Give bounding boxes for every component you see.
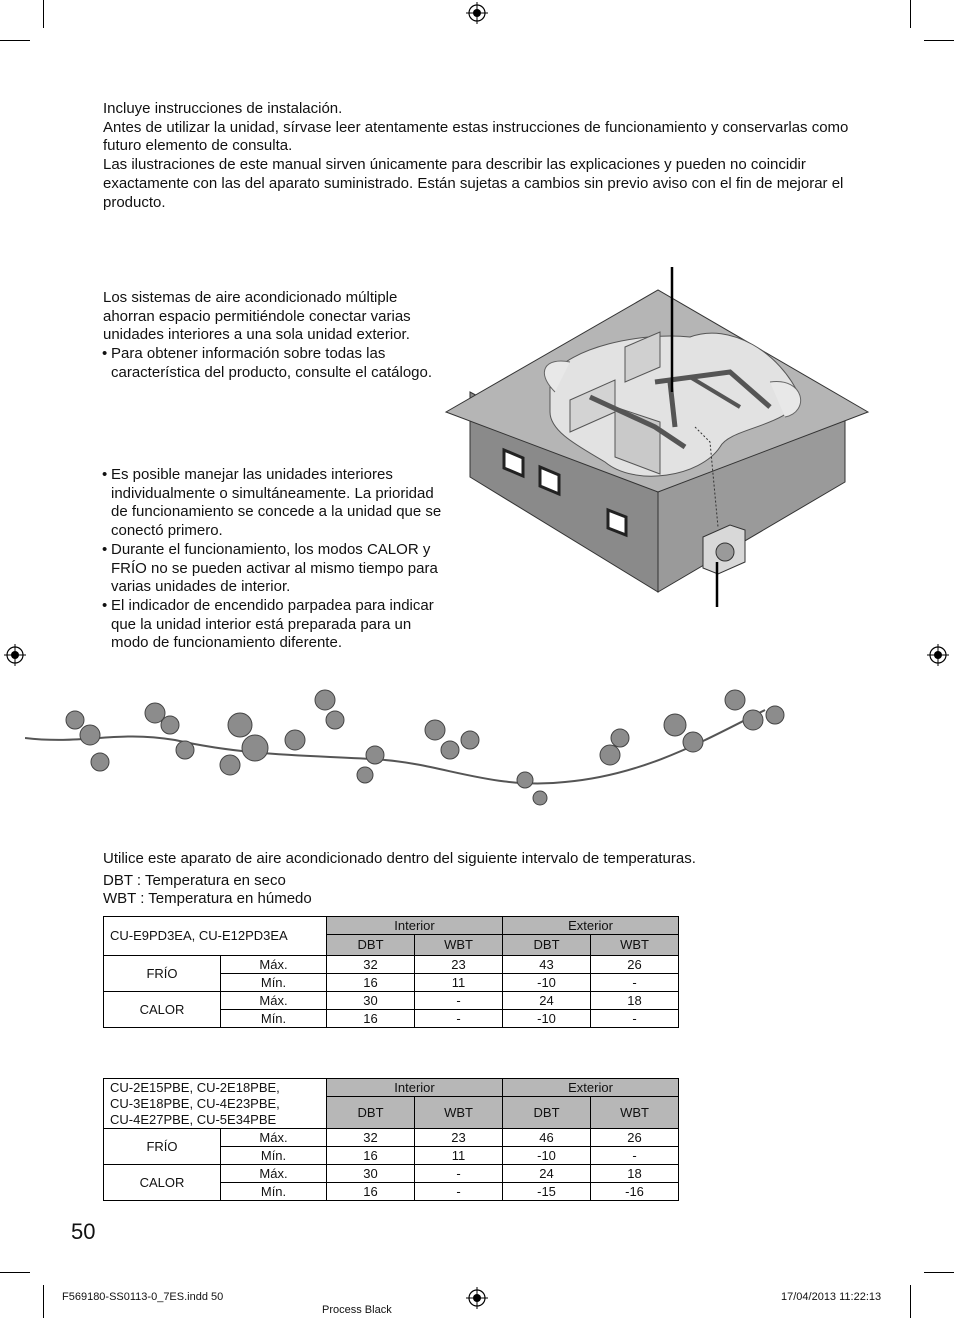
value-cell: 16	[327, 974, 415, 992]
value-cell: 16	[327, 1010, 415, 1028]
mode-cell: FRÍO	[104, 956, 221, 992]
registration-mark-icon	[4, 644, 26, 666]
system-bullet: • Para obtener información sobre todas las característica del producto, consulte el catálogo.	[103, 345, 438, 382]
intro-line: Las ilustraciones de este manual sirven únicamente para describir las explicaciones y pueden no coincidir exactamente con las del aparato suministrado. Están sujetas a cambios sin previo aviso con el fin de mejorar el producto.	[103, 156, 844, 211]
model-line: CU-4E27PBE, CU-5E34PBE	[110, 1111, 277, 1127]
footer-process: Process Black	[322, 1304, 392, 1316]
temperature-intro: Utilice este aparato de aire acondicionado dentro del siguiente intervalo de temperaturas.	[103, 850, 696, 867]
registration-mark-icon	[466, 2, 488, 24]
table-row	[104, 956, 679, 974]
footer-date: 17/04/2013 11:22:13	[781, 1291, 882, 1303]
table-row	[104, 1165, 679, 1183]
mode-cell: FRÍO	[104, 1129, 221, 1165]
model-line: CU-2E15PBE, CU-2E18PBE,	[110, 1079, 280, 1095]
limit-cell: Mín.	[221, 1183, 327, 1201]
system-description	[103, 289, 438, 383]
value-cell: 26	[591, 1129, 679, 1147]
interior-header: Interior	[327, 917, 503, 935]
dbt-header: DBT	[503, 1097, 591, 1129]
dbt-header: DBT	[327, 1097, 415, 1129]
intro-line: Incluye instrucciones de instalación.	[103, 100, 343, 117]
value-cell: 16	[327, 1147, 415, 1165]
registration-mark-icon	[466, 1287, 488, 1309]
exterior-header: Exterior	[503, 1079, 679, 1097]
wbt-header: WBT	[591, 935, 679, 956]
model-line: CU-3E18PBE, CU-4E23PBE,	[110, 1095, 280, 1111]
limit-cell: Máx.	[221, 956, 327, 974]
table-row	[104, 992, 679, 1010]
model-cell	[104, 1079, 327, 1129]
value-cell: -	[591, 1147, 679, 1165]
limit-cell: Máx.	[221, 1129, 327, 1147]
registration-mark-icon	[927, 644, 949, 666]
value-cell: -10	[503, 1010, 591, 1028]
limit-cell: Mín.	[221, 1010, 327, 1028]
intro-text	[103, 100, 873, 212]
wbt-header: WBT	[415, 1097, 503, 1129]
value-cell: -	[415, 1010, 503, 1028]
limit-cell: Mín.	[221, 1147, 327, 1165]
value-cell: 32	[327, 1129, 415, 1147]
value-cell: 46	[503, 1129, 591, 1147]
system-text: Los sistemas de aire acondicionado múltiple ahorran espacio permitiéndole conectar varias unidades interiores a una sola unidad exterior.	[103, 289, 411, 344]
dbt-header: DBT	[327, 935, 415, 956]
value-cell: 11	[415, 974, 503, 992]
dbt-definition: DBT : Temperatura en seco	[103, 871, 286, 889]
value-cell: -	[415, 1183, 503, 1201]
wbt-definition: WBT : Temperatura en húmedo	[103, 890, 312, 908]
value-cell: 43	[503, 956, 591, 974]
wbt-header: WBT	[591, 1097, 679, 1129]
decorative-vine	[25, 680, 795, 810]
value-cell: 11	[415, 1147, 503, 1165]
crop-mark	[924, 1272, 954, 1273]
crop-mark	[43, 1285, 44, 1318]
crop-mark	[43, 0, 44, 28]
mode-cell: CALOR	[104, 1165, 221, 1201]
value-cell: 24	[503, 1165, 591, 1183]
page-number: 50	[71, 1219, 96, 1244]
operation-bullet: • Durante el funcionamiento, los modos CALOR y FRÍO no se pueden activar al mismo tiempo para varias unidades de interior.	[103, 541, 443, 597]
value-cell: 32	[327, 956, 415, 974]
wbt-header: WBT	[415, 935, 503, 956]
value-cell: -	[591, 974, 679, 992]
value-cell: -10	[503, 974, 591, 992]
limit-cell: Máx.	[221, 1165, 327, 1183]
dbt-header: DBT	[503, 935, 591, 956]
interior-header: Interior	[327, 1079, 503, 1097]
value-cell: -	[415, 1165, 503, 1183]
value-cell: 26	[591, 956, 679, 974]
value-cell: 18	[591, 1165, 679, 1183]
exterior-header: Exterior	[503, 917, 679, 935]
operation-bullet: • El indicador de encendido parpadea para indicar que la unidad interior está preparada para un modo de funcionamiento diferente.	[103, 597, 443, 653]
temperature-table-2	[103, 1078, 679, 1201]
crop-mark	[0, 40, 30, 41]
operation-bullets	[103, 466, 443, 653]
limit-cell: Mín.	[221, 974, 327, 992]
mode-cell: CALOR	[104, 992, 221, 1028]
intro-line: Antes de utilizar la unidad, sírvase leer atentamente estas instrucciones de funcionamiento y conservarlas como futuro elemento de consulta.	[103, 118, 849, 155]
crop-mark	[910, 0, 911, 28]
table-row	[104, 1129, 679, 1147]
crop-mark	[910, 1285, 911, 1318]
value-cell: -10	[503, 1147, 591, 1165]
model-cell: CU-E9PD3EA, CU-E12PD3EA	[104, 917, 327, 956]
limit-cell: Máx.	[221, 992, 327, 1010]
value-cell: 30	[327, 1165, 415, 1183]
value-cell: 18	[591, 992, 679, 1010]
value-cell: 16	[327, 1183, 415, 1201]
value-cell: 24	[503, 992, 591, 1010]
house-illustration	[440, 262, 872, 612]
temperature-table-1	[103, 916, 679, 1028]
value-cell: -15	[503, 1183, 591, 1201]
value-cell: 30	[327, 992, 415, 1010]
crop-mark	[0, 1272, 30, 1273]
value-cell: -16	[591, 1183, 679, 1201]
value-cell: -	[591, 1010, 679, 1028]
value-cell: 23	[415, 1129, 503, 1147]
operation-bullet: • Es posible manejar las unidades interiores individualmente o simultáneamente. La prioridad de funcionamiento se concede a la unidad que se conectó primero.	[103, 466, 443, 541]
footer-file: F569180-SS0113-0_7ES.indd 50	[62, 1291, 224, 1303]
temperature-section	[103, 850, 883, 909]
value-cell: 23	[415, 956, 503, 974]
crop-mark	[924, 40, 954, 41]
value-cell: -	[415, 992, 503, 1010]
